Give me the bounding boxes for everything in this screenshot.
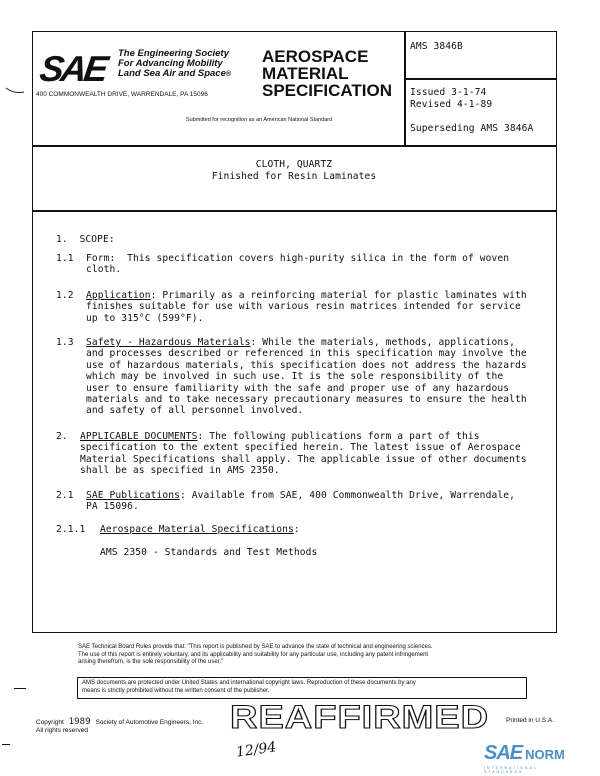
document-subtitle: Finished for Resin Laminates [211,171,377,182]
title-divider [32,210,557,212]
scan-mark-dash [2,744,10,745]
registered-mark: ® [225,71,232,78]
paragraph-line: Form: This specification covers high-purity silica in the form of woven [86,253,510,264]
section-label: Application [86,290,151,301]
section-label: APPLICABLE DOCUMENTS [80,431,198,442]
notice-line: means is strictly prohibited without the written consent of the publisher. [82,687,270,694]
notice-line: arising therefrom, is the sole responsibility of the user." [78,659,224,665]
notice-line: AMS documents are protected under United States and international copyright laws. Reproduction of these documents by any [82,680,416,686]
watermark-sae: SAE [484,742,523,764]
section-label: SAE Publications [86,490,181,501]
header-divider [32,145,557,147]
document-type [262,48,392,99]
section-1-2 [86,290,527,324]
printed-in: Printed in U.S.A. [506,717,555,724]
society-line-3: Land Sea Air and Space® [118,68,232,79]
stamp-date-handwritten: 12/94 [235,739,278,761]
section-1-1 [86,253,509,276]
section-2-1-1-number: 2.1.1 [56,524,86,535]
board-rules-notice [78,644,433,667]
section-1-1-number: 1.1 [56,253,74,264]
scan-mark-dash [14,688,26,689]
section-1-3-number: 1.3 [56,337,74,348]
paragraph-line: APPLICABLE DOCUMENTS: The following publications form a part of this [80,431,480,442]
section-label: Aerospace Material Specifications [100,524,294,535]
revised-date: Revised 4-1-89 [410,99,493,110]
copyright-notice [82,680,416,695]
society-name [118,49,231,80]
copyright-label: Copyright [36,719,64,726]
copyright-owner: Society of Automotive Engineers, Inc. [95,719,204,726]
section-2-1-1: Aerospace Material Specifications: [100,524,300,535]
society-line-2: For Advancing Mobility [118,58,223,69]
notice-line: SAE Technical Board Rules provide that: "This report is published by SAE to advance the state of technical and engineering sciences. [78,644,433,650]
paragraph-line: and safety of all personnel involved. [86,405,304,417]
section-1-2-number: 1.2 [56,290,74,301]
section-1-heading [56,234,115,245]
document-type-line-1: AEROSPACE [262,47,369,66]
sae-address: 400 COMMONWEALTH DRIVE, WARRENDALE, PA 15096 [36,91,208,98]
paragraph-line: cloth. [86,264,122,276]
section-label: Form: [86,253,116,264]
paragraph-line: which may be involved in such use. It is the sole responsibility of the [86,371,504,383]
paragraph-line: finishes suitable for use with various resin matrices intended for service [86,301,521,313]
society-line-1: The Engineering Society [118,48,229,59]
superseding: Superseding AMS 3846A [410,123,534,134]
document-type-line-3: SPECIFICATION [262,81,393,100]
header-column-divider [404,31,406,146]
section-label: Safety - Hazardous Materials [86,337,251,348]
submitted-note: Submitted for recognition as an American National Standard [186,117,333,123]
paragraph-line: user to ensure familiarity with the safe and proper use of any hazardous [86,382,510,394]
copyright-year: 1989 [68,717,91,727]
document-title: CLOTH, QUARTZ [255,159,333,170]
reaffirmed-stamp: REAFFIRMED [230,700,490,736]
paragraph-line: SAE Publications: Available from SAE, 400 Commonwealth Drive, Warrendale, [86,490,515,501]
paragraph-line: Application: Primarily as a reinforcing material for plastic laminates with [86,290,527,301]
watermark-norm: NORM [525,747,565,762]
document-type-line-2: MATERIAL [262,64,349,83]
sae-norm-watermark [484,742,565,774]
spec-number: AMS 3846B [410,41,463,52]
spec-number-divider [404,78,557,80]
watermark-tagline: INTERNATIONAL STANDARDS [484,766,538,774]
section-2-1-number: 2.1 [56,490,74,501]
paragraph-line: materials and to take necessary precautionary measures to ensure the health [86,394,527,406]
rights-reserved: All rights reserved [36,727,89,734]
section-number: 1. [56,234,68,245]
section-title: SCOPE: [79,234,115,245]
sae-logo: SAE [37,48,108,89]
section-2 [80,431,527,477]
issued-date: Issued 3-1-74 [410,87,487,98]
copyright-line [36,717,203,727]
paragraph-line: shall be as specified in AMS 2350. [80,465,280,477]
section-2-1 [86,490,515,513]
paragraph-line: and processes described or referenced in this specification may involve the [86,348,527,360]
paragraph-line: Safety - Hazardous Materials: While the materials, methods, applications, [86,337,515,348]
paragraph-line: use of hazardous materials, this specification does not address the hazards [86,359,527,371]
referenced-document: AMS 2350 - Standards and Test Methods [100,547,318,558]
paragraph-line: specification to the extent specified herein. The latest issue of Aerospace [80,442,521,454]
notice-line: The use of this report is entirely voluntary, and its applicability and suitability for any particular use, including any patent infringement [78,651,429,658]
section-1-3 [86,337,527,417]
paragraph-line: Material Specifications shall apply. The applicable issue of other documents [80,453,527,465]
section-2-number: 2. [56,431,68,442]
paragraph-line: PA 15096. [86,501,139,513]
scan-mark-icon [4,86,26,96]
paragraph-line: up to 315°C (599°F). [86,312,204,324]
